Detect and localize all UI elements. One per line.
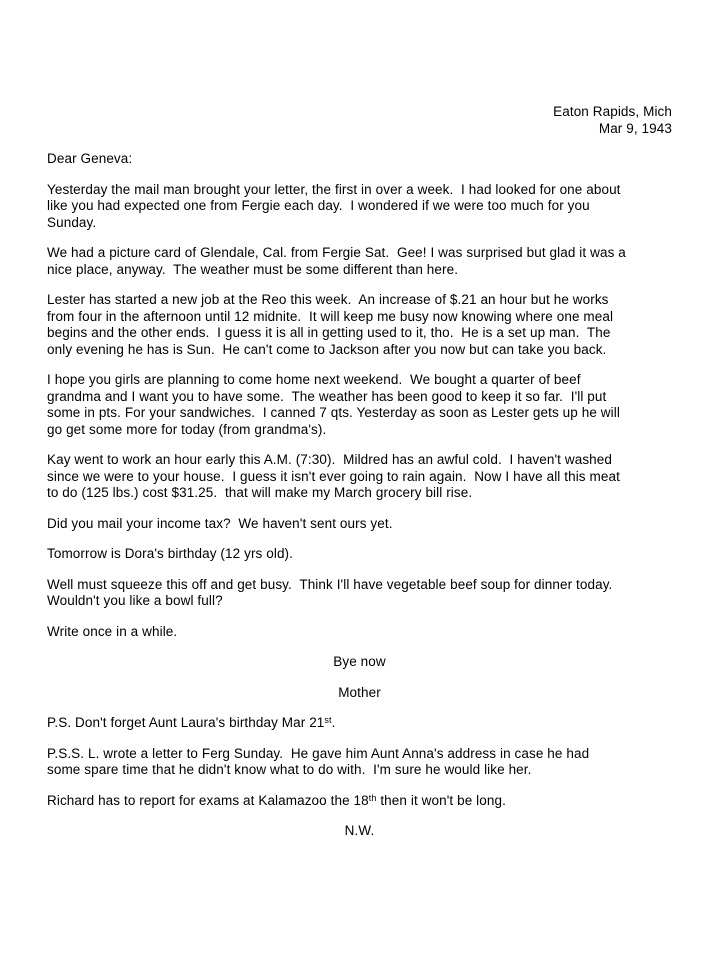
postscript-1 (47, 715, 672, 732)
letter-line: only evening he has is Sun. He can't come to Jackson after you now but can take you back. (47, 341, 607, 357)
paragraph-1 (47, 182, 672, 232)
letter-line: go get some more for today (from grandma's). (47, 421, 327, 437)
letter-body (47, 104, 672, 854)
superscript-ordinal: th (368, 792, 377, 803)
initials (47, 823, 672, 840)
superscript-ordinal: st (324, 715, 332, 725)
paragraph-3 (47, 292, 672, 358)
letter-line: Bye now (333, 654, 386, 669)
letter-line: begins and the other ends. I guess it is all in getting used to it, tho. He is a set up man. The (47, 325, 611, 340)
postscript-2 (47, 746, 672, 779)
letter-line: Sunday. (47, 214, 97, 230)
letter-line: since we were to your house. I guess it isn't ever going to rain again. Now I have all this meat (47, 468, 620, 484)
letter-line: Lester has started a new job at the Reo this week. An increase of $.21 an hour but he works (47, 292, 609, 307)
letter-line: Richard has to report for exams at Kalamazoo the 18th then it won't be long. (47, 792, 506, 808)
letter-line: I hope you girls are planning to come home next weekend. We bought a quarter of beef (47, 372, 581, 387)
letter-line: Kay went to work an hour early this A.M. (7:30). Mildred has an awful cold. I haven't washed (47, 452, 613, 467)
letter-line: Wouldn't you like a bowl full? (47, 593, 223, 608)
letter-line: We had a picture card of Glendale, Cal. from Fergie Sat. Gee! I was surprised but glad it was a (47, 245, 626, 260)
letter-line: P.S.S. L. wrote a letter to Ferg Sunday. He gave him Aunt Anna's address in case he had (47, 745, 590, 761)
letter-line: Mar 9, 1943 (598, 120, 672, 136)
paragraph-5 (47, 452, 672, 502)
salutation (47, 151, 672, 168)
letter-line: from four in the afternoon until 12 midnite. It will keep me busy now knowing where one meal (47, 308, 614, 324)
letter-line: Mother (338, 684, 381, 700)
letter-line: Eaton Rapids, Mich (553, 104, 672, 119)
letter-line: some spare time that he didn't know what to do with. I'm sure he would like her. (47, 762, 532, 777)
paragraph-6 (47, 516, 672, 533)
letter-line: N.W. (344, 823, 375, 838)
paragraph-8 (47, 577, 672, 610)
paragraph-4 (47, 372, 672, 438)
letter-line: P.S. Don't forget Aunt Laura's birthday Mar 21st. (47, 715, 336, 730)
paragraph-7 (47, 546, 672, 563)
letter-line: Write once in a while. (47, 623, 178, 639)
letter-line: Well must squeeze this off and get busy. Think I'll have vegetable beef soup for dinner today. (47, 576, 613, 592)
letter-line: Dear Geneva: (47, 151, 133, 166)
letter-line: Tomorrow is Dora's birthday (12 yrs old). (47, 546, 293, 561)
letter-line: to do (125 lbs.) cost $31.25. that will make my March grocery bill rise. (47, 485, 473, 500)
paragraph-2 (47, 245, 672, 278)
letter-line: Did you mail your income tax? We haven't sent ours yet. (47, 515, 393, 531)
paragraph-9 (47, 624, 672, 641)
closing (47, 654, 672, 671)
postscript-3 (47, 793, 672, 810)
letter-line: like you had expected one from Fergie each day. I wondered if we were too much for you (47, 198, 590, 213)
letter-line: some in pts. For your sandwiches. I canned 7 qts. Yesterday as soon as Lester gets up he will (47, 405, 620, 420)
signature (47, 685, 672, 702)
letter-line: nice place, anyway. The weather must be some different than here. (47, 261, 459, 277)
letter-line: Yesterday the mail man brought your letter, the first in over a week. I had looked for one about (47, 181, 621, 197)
letter-line: grandma and I want you to have some. The weather has been good to keep it so far. I'll put (47, 388, 607, 404)
letter-heading (47, 104, 672, 137)
